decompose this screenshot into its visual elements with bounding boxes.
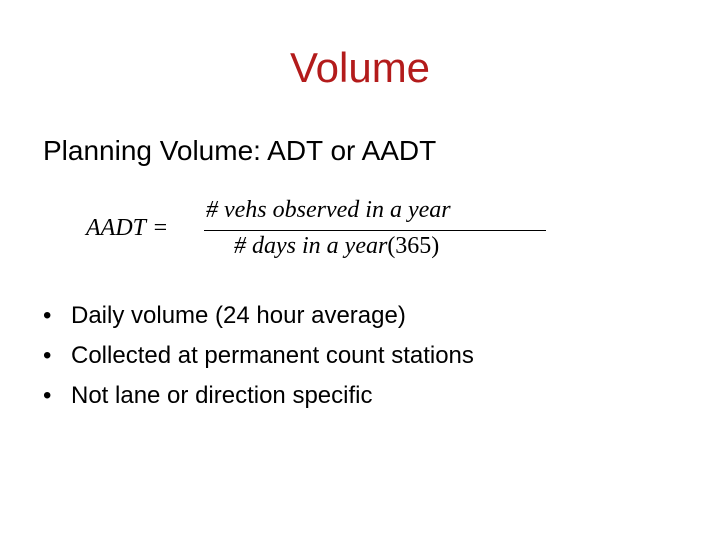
equals-sign: = (153, 215, 168, 241)
bullet-marker: • (43, 382, 52, 409)
bullet-item (43, 376, 474, 416)
bullet-text: Not lane or direction specific (71, 382, 373, 409)
bullet-list (43, 296, 474, 416)
bullet-marker: • (43, 342, 52, 369)
denominator-value: (365) (387, 233, 440, 259)
bullet-text: Daily volume (24 hour average) (71, 302, 406, 329)
fraction-bar (204, 230, 546, 231)
bullet-item (43, 296, 474, 336)
equation-lhs-label: AADT (86, 215, 146, 241)
denominator-text: # days in a year (234, 233, 388, 259)
equation-numerator: # vehs observed in a year (206, 197, 451, 223)
slide-subtitle: Planning Volume: ADT or AADT (43, 135, 437, 166)
slide-title: Volume (289, 44, 431, 91)
equation-denominator (234, 233, 439, 260)
bullet-marker: • (43, 302, 52, 329)
bullet-text: Collected at permanent count stations (71, 342, 474, 369)
bullet-item (43, 336, 474, 376)
equation-lhs (86, 215, 167, 242)
